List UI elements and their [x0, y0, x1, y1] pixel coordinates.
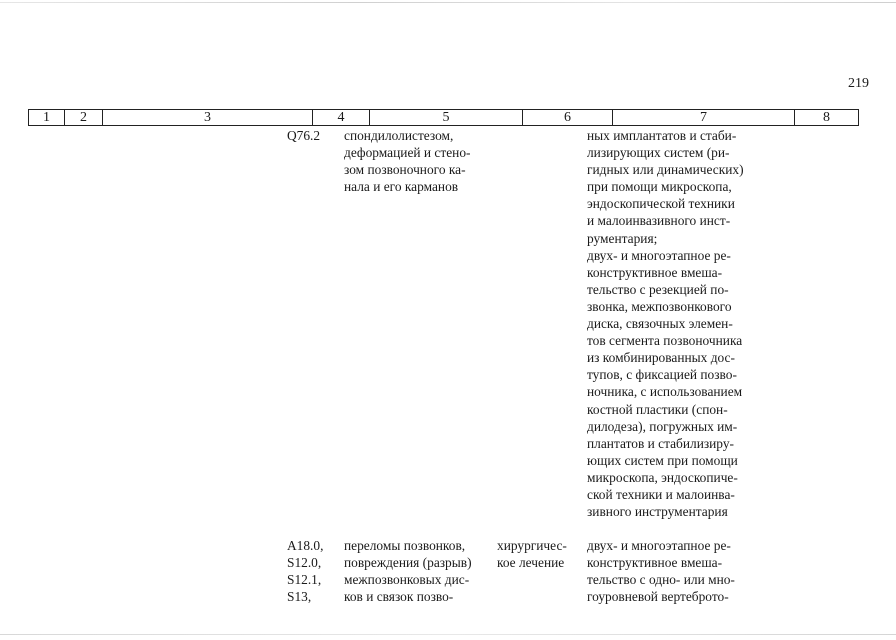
text-line: тупов, с фиксацией позво- [587, 367, 737, 383]
text-line: эндоскопической техники [587, 196, 735, 212]
text-line: ночника, с использованием [587, 384, 743, 400]
page-number: 219 [848, 76, 869, 91]
text-line: плантатов и стабилизиру- [587, 435, 734, 451]
row2-col6-treatment [497, 537, 580, 571]
code-line: S13, [287, 589, 312, 605]
code-line: S12.1, [287, 572, 322, 588]
header-cell-3: 3 [103, 110, 313, 125]
text-line: микроскопа, эндоскопиче- [587, 469, 738, 485]
text-line: ков и связок позво- [344, 589, 454, 605]
code-line: A18.0, [287, 538, 324, 553]
code-line: S12.0, [287, 555, 322, 571]
scan-edge-top [0, 2, 896, 3]
text-line: повреждения (разрыв) [344, 555, 472, 571]
table-header-row [28, 109, 859, 126]
text-line: дилодеза), погружных им- [587, 418, 738, 434]
text-line: межпозвонковых дис- [344, 572, 470, 588]
scan-edge-bottom [0, 634, 896, 635]
text-line: гидных или динамических) [587, 162, 744, 178]
row2-col7-method [587, 537, 764, 605]
row1-col4-codes [287, 127, 339, 144]
text-line: костной пластики (спон- [587, 401, 728, 417]
text-line: тов сегмента позвоночника [587, 333, 743, 349]
header-cell-8: 8 [823, 110, 830, 125]
code-line: Q76.2 [287, 128, 321, 143]
text-line: диска, связочных элемен- [587, 316, 733, 332]
text-line: ской техники и малоинва- [587, 486, 735, 502]
header-cell-7: 7 [613, 110, 795, 125]
row1-col5-diagnosis [344, 127, 492, 195]
header-cell-6: 6 [523, 110, 613, 125]
row2-col4-codes [287, 537, 339, 605]
header-cell-1: 1 [29, 110, 65, 125]
text-line: деформацией и стено- [344, 145, 471, 161]
text-line: при помощи микроскопа, [587, 179, 732, 195]
header-cell-5: 5 [370, 110, 523, 125]
text-line: хирургичес- [497, 538, 567, 553]
header-cell-4: 4 [313, 110, 370, 125]
text-line: гоуровневой вертеброто- [587, 589, 729, 605]
text-line: ющих систем при помощи [587, 452, 738, 468]
text-line: нала и его карманов [344, 179, 459, 195]
row2-col5-diagnosis [344, 537, 492, 605]
text-line: двух- и многоэтапное ре- [587, 247, 731, 263]
row1-col7-method [587, 127, 764, 520]
text-line: зивного инструментария [587, 504, 728, 520]
text-line: тельство с резекцией по- [587, 281, 729, 297]
text-line: ных имплантатов и стаби- [587, 128, 737, 143]
text-line: звонка, межпозвонкового [587, 298, 732, 314]
text-line: конструктивное вмеша- [587, 264, 723, 280]
text-line: лизирующих систем (ри- [587, 145, 730, 161]
text-line: зом позвоночного ка- [344, 162, 466, 178]
text-line: из комбинированных дос- [587, 350, 735, 366]
text-line: двух- и многоэтапное ре- [587, 538, 731, 553]
text-line: тельство с одно- или мно- [587, 572, 735, 588]
text-line: и малоинвазивного инст- [587, 213, 731, 229]
header-cell-2: 2 [65, 110, 103, 125]
text-line: рументария; [587, 230, 658, 246]
text-line: спондилолистезом, [344, 128, 454, 143]
text-line: кое лечение [497, 555, 565, 571]
text-line: переломы позвонков, [344, 538, 466, 553]
text-line: конструктивное вмеша- [587, 555, 723, 571]
